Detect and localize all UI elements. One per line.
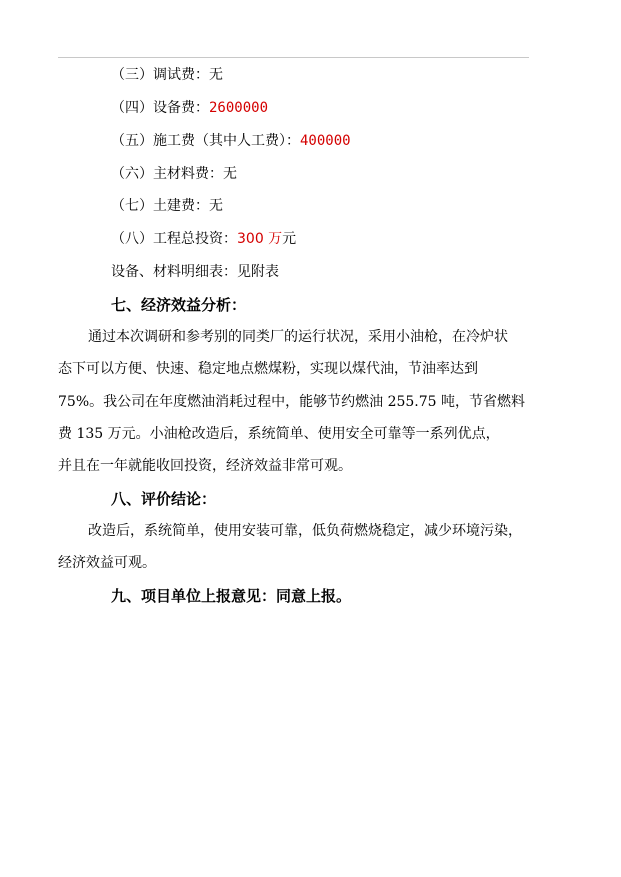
- cost-item-value: 300 万: [237, 231, 283, 247]
- paragraph-line: 经济效益可观。: [58, 555, 156, 571]
- cost-item-debug-fee: [111, 66, 223, 84]
- paragraph-line: 75%。我公司在年度燃油消耗过程中，能够节约燃油 255.75 吨，节省燃料: [58, 394, 526, 410]
- cost-item-value: 无: [209, 198, 223, 214]
- header-rule: [58, 57, 529, 58]
- cost-item-value: 2600000: [209, 100, 269, 116]
- cost-item-label: （七）土建费：: [111, 198, 209, 214]
- section-heading-evaluation: 八、评价结论：: [111, 490, 217, 508]
- cost-item-total-investment: [111, 230, 296, 248]
- paragraph-line: 通过本次调研和参考别的同类厂的运行状况，采用小油枪，在冷炉状: [88, 329, 508, 345]
- cost-item-equipment-fee: [111, 99, 268, 117]
- paragraph-line: 费 135 万元。小油枪改造后，系统简单、使用安全可靠等一系列优点，: [58, 426, 500, 442]
- cost-item-label: （三）调试费：: [111, 67, 209, 83]
- cost-item-value: 无: [223, 166, 237, 182]
- cost-item-label: （六）主材料费：: [111, 166, 223, 182]
- cost-item-material-fee: [111, 165, 237, 183]
- equipment-note: 设备、材料明细表：见附表: [111, 264, 279, 280]
- cost-item-unit: 元: [282, 231, 297, 247]
- cost-item-label: （八）工程总投资：: [111, 231, 237, 247]
- section-heading-economic-analysis: 七、经济效益分析：: [111, 296, 247, 314]
- paragraph-line: 态下可以方便、快速、稳定地点燃煤粉，实现以煤代油，节油率达到: [58, 361, 478, 377]
- section-heading-unit-opinion: 九、项目单位上报意见：同意上报。: [111, 587, 352, 605]
- cost-item-value: 400000: [300, 133, 351, 149]
- cost-item-construction-fee: [111, 132, 351, 150]
- cost-item-label: （四）设备费：: [111, 100, 209, 116]
- paragraph-line: 改造后，系统简单，使用安装可靠，低负荷燃烧稳定，减少环境污染，: [88, 523, 522, 539]
- cost-item-value: 无: [209, 67, 223, 83]
- paragraph-line: 并且在一年就能收回投资，经济效益非常可观。: [58, 458, 352, 474]
- cost-item-civil-fee: [111, 197, 223, 215]
- cost-item-label: （五）施工费（其中人工费）：: [111, 133, 300, 149]
